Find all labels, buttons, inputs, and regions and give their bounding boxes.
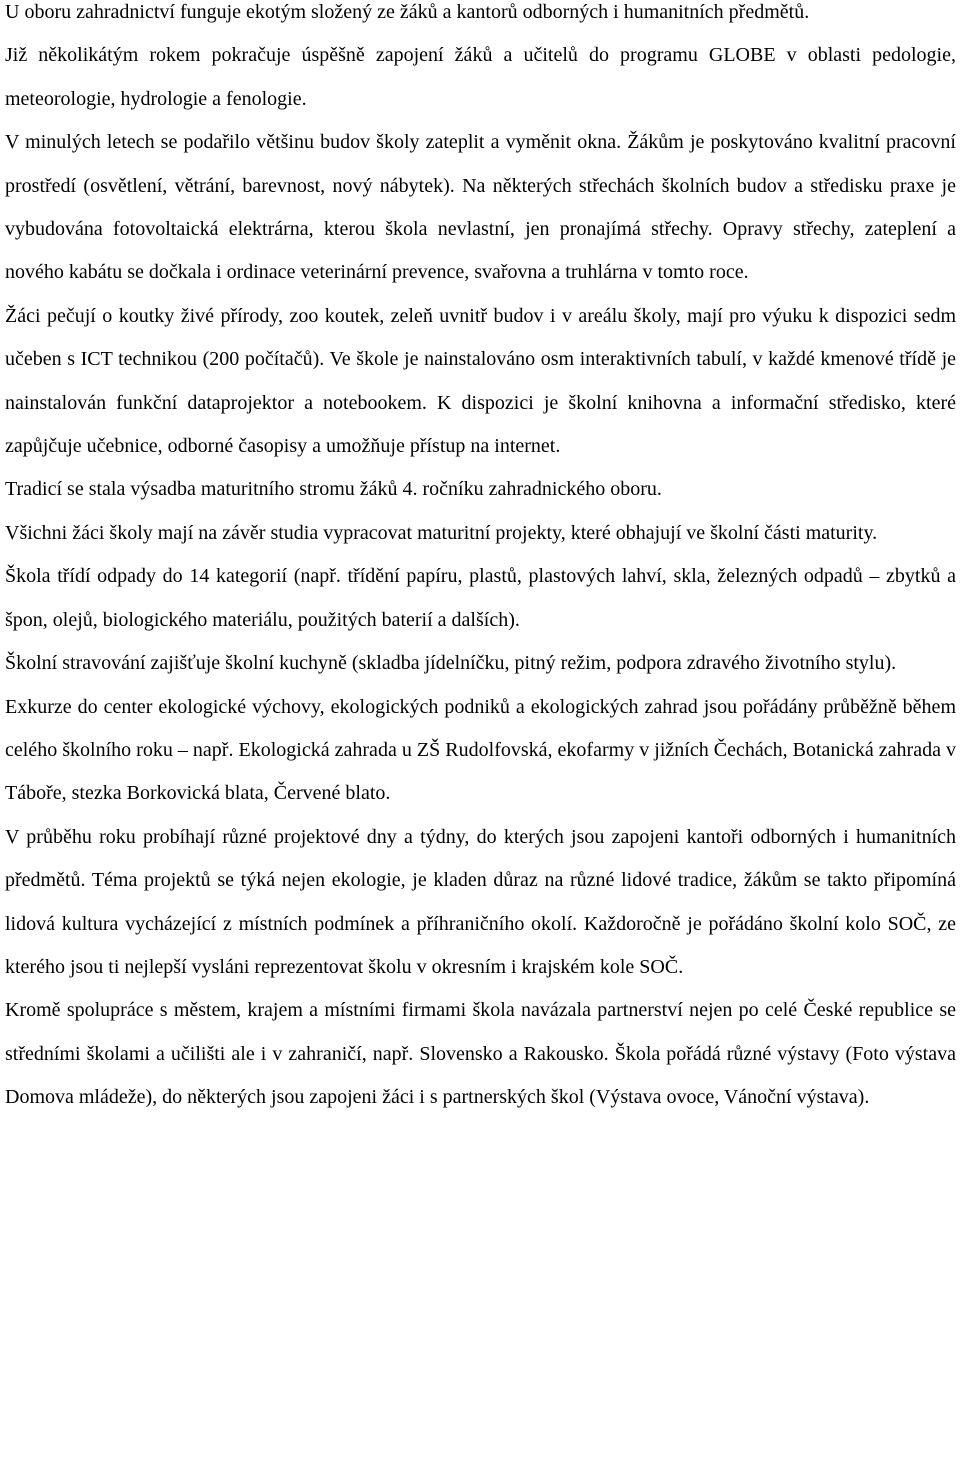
text-run: Každoročně je pořádáno školní kolo SOČ, ze kterého jsou ti nejlepší vysláni reprezentovat školu v okresním i krajském kole SOČ. xyxy=(5,912,957,978)
text-run: Ve škole je nainstalováno osm interaktivních tabulí, v každé kmenové třídě je nainstalován funkční dataprojektor a notebookem. xyxy=(5,348,957,414)
text-run: Všichni žáci školy mají na závěr studia vypracovat maturitní projekty, které obhajují ve školní části maturity. xyxy=(5,521,878,544)
text-run: Školní stravování zajišťuje školní kuchyně (skladba jídelníčku, pitný režim, podpora zdravého životního stylu). xyxy=(5,652,897,675)
text-run: Škola třídí odpady do 14 kategorií (např. třídění papíru, plastů, plastových lahví, skla, železných odpadů – zbytků a špon, olejů, biologického materiálu, použitých baterií a dalších). xyxy=(5,565,956,631)
paragraph-waste xyxy=(5,555,956,642)
paragraph-buildings xyxy=(5,121,956,295)
text-run: Již několikátým rokem pokračuje úspěšně zapojení žáků a učitelů do programu GLOBE v oblasti pedologie, meteorologie, hydrologie a fenologie. xyxy=(5,44,956,110)
text-run: Opravy střechy, zateplení a nového kabátu se dočkala i ordinace veterinární prevence, svařovna a truhlárna v tomto roce. xyxy=(5,218,957,284)
text-run: V minulých letech se podařilo většinu budov školy zateplit a vyměnit okna. xyxy=(5,131,622,154)
text-run: Na některých střechách školních budov a středisku praxe je vybudována fotovoltaická elektrárna, kterou škola nevlastní, jen pronajímá střechy. xyxy=(5,174,956,241)
paragraph-project-days xyxy=(5,816,956,990)
paragraph-canteen xyxy=(5,642,956,685)
text-run: Téma projektů se týká nejen ekologie, je kladen důraz na různé lidové tradice, žákům se takto připomíná lidová kultura vycházející z místních podmínek a příhraničního okolí. xyxy=(5,869,956,935)
text-run: K dispozici je školní knihovna a informační středisko, které zapůjčuje učebnice, odborné časopisy a umožňuje přístup na internet. xyxy=(5,391,956,458)
paragraph-excursions xyxy=(5,686,956,816)
text-run: V průběhu roku probíhají různé projektové dny a týdny, do kterých jsou zapojeni kantoři odborných i humanitních předmětů. xyxy=(5,825,956,892)
text-run: Žákům je poskytováno kvalitní pracovní prostředí (osvětlení, větrání, barevnost, nový nábytek). xyxy=(5,131,956,197)
text-run: U oboru zahradnictví funguje ekotým složený ze žáků a kantorů odborných i humanitních předmětů. xyxy=(5,1,810,23)
text-run: Kromě spolupráce s městem, krajem a místními firmami škola navázala partnerství nejen po celé České republice se středními školami a učilišti ale i v zahraničí, např. Slovensko a Rakousko. xyxy=(5,999,956,1065)
paragraph-projects xyxy=(5,512,956,555)
paragraph-ekotym xyxy=(5,0,956,34)
text-run: Žáci pečují o koutky živé přírody, zoo koutek, zeleň uvnitř budov i v areálu školy, mají pro výuku k dispozici sedm učeben s ICT technikou (200 počítačů). xyxy=(5,304,956,371)
text-run: Škola pořádá různé výstavy (Foto výstava Domova mládeže), do některých jsou zapojeni žáci i s partnerských škol (Výstava ovoce, Vánoční výstava). xyxy=(5,1042,956,1109)
paragraph-tree-planting xyxy=(5,468,956,511)
paragraph-globe xyxy=(5,34,956,121)
paragraph-partnerships xyxy=(5,989,956,1119)
text-run: Tradicí se stala výsadba maturitního stromu žáků 4. ročníku zahradnického oboru. xyxy=(5,478,662,501)
paragraph-nature-ict xyxy=(5,295,956,469)
text-run: Exkurze do center ekologické výchovy, ekologických podniků a ekologických zahrad jsou pořádány průběžně během celého školního roku – např. Ekologická zahrada u ZŠ Rudolfovská, ekofarmy v jižních Čechách, Botanická zahrada v Táboře, stezka Borkovická blata, Červené blato. xyxy=(5,695,956,805)
